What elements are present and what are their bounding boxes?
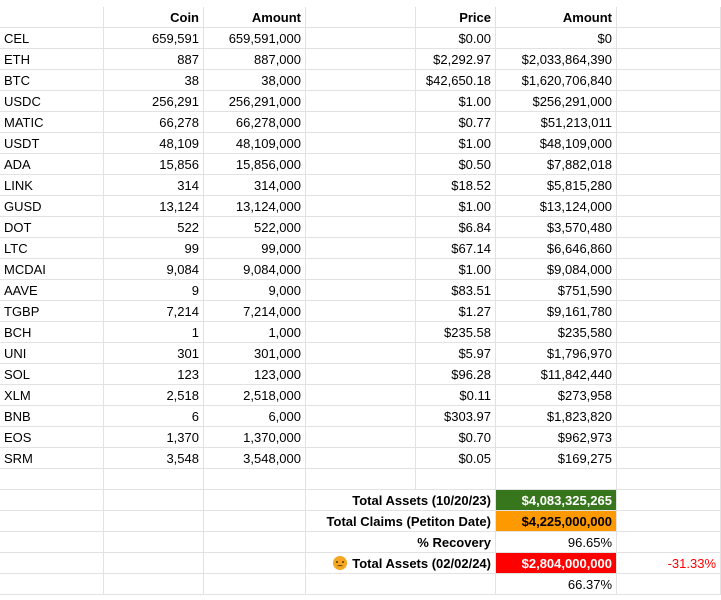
cell[interactable] xyxy=(306,343,416,364)
cell[interactable] xyxy=(104,511,204,532)
cell[interactable] xyxy=(617,196,721,217)
coin-price[interactable]: $96.28 xyxy=(416,364,496,385)
coin-price[interactable]: $6.84 xyxy=(416,217,496,238)
coin-count[interactable]: 13,124 xyxy=(104,196,204,217)
cell[interactable] xyxy=(204,490,306,511)
cell[interactable] xyxy=(306,112,416,133)
coin-symbol[interactable]: MATIC xyxy=(0,112,104,133)
cell[interactable] xyxy=(306,154,416,175)
coin-count[interactable]: 9,084 xyxy=(104,259,204,280)
coin-price[interactable]: $0.50 xyxy=(416,154,496,175)
cell[interactable] xyxy=(617,490,721,511)
cell[interactable] xyxy=(496,469,617,490)
cell[interactable] xyxy=(0,574,104,595)
coin-count[interactable]: 301 xyxy=(104,343,204,364)
table-row xyxy=(0,49,721,70)
coin-amount[interactable]: 9,084,000 xyxy=(204,259,306,280)
header-price[interactable]: Price xyxy=(416,7,496,28)
coin-amount[interactable]: 15,856,000 xyxy=(204,154,306,175)
cell[interactable] xyxy=(0,469,104,490)
blank-row xyxy=(0,469,721,490)
coin-price[interactable]: $67.14 xyxy=(416,238,496,259)
coin-count[interactable]: 123 xyxy=(104,364,204,385)
cell[interactable] xyxy=(617,49,721,70)
cell[interactable] xyxy=(306,259,416,280)
coin-symbol[interactable]: EOS xyxy=(0,427,104,448)
coin-symbol[interactable]: UNI xyxy=(0,343,104,364)
recovery-value[interactable]: 96.65% xyxy=(496,532,617,553)
coin-count[interactable]: 522 xyxy=(104,217,204,238)
coin-symbol[interactable]: ETH xyxy=(0,49,104,70)
cell[interactable] xyxy=(306,133,416,154)
coin-count[interactable]: 3,548 xyxy=(104,448,204,469)
cell[interactable] xyxy=(204,574,306,595)
cell[interactable] xyxy=(104,553,204,574)
coin-price[interactable]: $1.00 xyxy=(416,259,496,280)
table-row xyxy=(0,91,721,112)
cell[interactable] xyxy=(306,217,416,238)
summary-row-total-assets xyxy=(0,490,721,511)
cell[interactable] xyxy=(204,532,306,553)
coin-amount[interactable]: 659,591,000 xyxy=(204,28,306,49)
cell[interactable] xyxy=(0,511,104,532)
total-claims-value[interactable]: $4,225,000,000 xyxy=(496,511,617,532)
cell[interactable] xyxy=(306,406,416,427)
coin-amount[interactable]: 522,000 xyxy=(204,217,306,238)
coin-symbol[interactable]: LINK xyxy=(0,175,104,196)
coin-price[interactable]: $0.00 xyxy=(416,28,496,49)
cell[interactable] xyxy=(617,364,721,385)
coin-price[interactable]: $0.11 xyxy=(416,385,496,406)
header-value[interactable]: Amount xyxy=(496,7,617,28)
coin-symbol[interactable]: DOT xyxy=(0,217,104,238)
table-row xyxy=(0,238,721,259)
cell[interactable] xyxy=(104,574,204,595)
coin-price[interactable]: $42,650.18 xyxy=(416,70,496,91)
cell[interactable] xyxy=(617,112,721,133)
cell[interactable] xyxy=(306,238,416,259)
cell[interactable] xyxy=(617,154,721,175)
cell[interactable] xyxy=(204,469,306,490)
table-row xyxy=(0,406,721,427)
cell[interactable] xyxy=(416,469,496,490)
coin-price[interactable]: $0.70 xyxy=(416,427,496,448)
coin-count[interactable]: 9 xyxy=(104,280,204,301)
table-row xyxy=(0,217,721,238)
coin-value[interactable]: $2,033,864,390 xyxy=(496,49,617,70)
table-row xyxy=(0,427,721,448)
coin-symbol[interactable]: USDT xyxy=(0,133,104,154)
cell[interactable] xyxy=(306,364,416,385)
coin-count[interactable]: 314 xyxy=(104,175,204,196)
coin-price[interactable]: $235.58 xyxy=(416,322,496,343)
summary-row-new-recovery xyxy=(0,574,721,595)
table-row xyxy=(0,385,721,406)
coin-symbol[interactable]: ADA xyxy=(0,154,104,175)
cell[interactable] xyxy=(617,427,721,448)
coin-amount[interactable]: 1,370,000 xyxy=(204,427,306,448)
cell[interactable] xyxy=(617,28,721,49)
cell[interactable] xyxy=(204,511,306,532)
coin-amount[interactable]: 2,518,000 xyxy=(204,385,306,406)
cell[interactable] xyxy=(0,553,104,574)
cell[interactable] xyxy=(306,196,416,217)
coin-value[interactable]: $13,124,000 xyxy=(496,196,617,217)
coin-symbol[interactable]: GUSD xyxy=(0,196,104,217)
cell[interactable] xyxy=(306,301,416,322)
coin-count[interactable]: 256,291 xyxy=(104,91,204,112)
coin-amount[interactable]: 38,000 xyxy=(204,70,306,91)
cell[interactable] xyxy=(617,448,721,469)
coin-count[interactable]: 2,518 xyxy=(104,385,204,406)
coin-amount[interactable]: 13,124,000 xyxy=(204,196,306,217)
coin-value[interactable]: $962,973 xyxy=(496,427,617,448)
coin-value[interactable]: $273,958 xyxy=(496,385,617,406)
cell[interactable] xyxy=(306,448,416,469)
coin-amount[interactable]: 887,000 xyxy=(204,49,306,70)
coin-count[interactable]: 659,591 xyxy=(104,28,204,49)
cell[interactable] xyxy=(617,511,721,532)
coin-amount[interactable]: 3,548,000 xyxy=(204,448,306,469)
coin-amount[interactable]: 256,291,000 xyxy=(204,91,306,112)
cell[interactable] xyxy=(306,280,416,301)
coin-symbol[interactable]: SOL xyxy=(0,364,104,385)
coin-amount[interactable]: 1,000 xyxy=(204,322,306,343)
angry-face-emoji-icon xyxy=(333,556,347,570)
cell[interactable] xyxy=(617,301,721,322)
coin-value[interactable]: $751,590 xyxy=(496,280,617,301)
coin-count[interactable]: 1 xyxy=(104,322,204,343)
cell[interactable] xyxy=(104,490,204,511)
coin-price[interactable]: $2,292.97 xyxy=(416,49,496,70)
table-row xyxy=(0,133,721,154)
cell[interactable] xyxy=(306,322,416,343)
coin-amount[interactable]: 66,278,000 xyxy=(204,112,306,133)
coin-value[interactable]: $169,275 xyxy=(496,448,617,469)
cell[interactable] xyxy=(617,574,721,595)
cell[interactable] xyxy=(617,259,721,280)
cell[interactable] xyxy=(617,343,721,364)
coin-amount[interactable]: 314,000 xyxy=(204,175,306,196)
coin-value[interactable]: $3,570,480 xyxy=(496,217,617,238)
cell[interactable] xyxy=(617,469,721,490)
coin-amount[interactable]: 123,000 xyxy=(204,364,306,385)
cell[interactable] xyxy=(617,385,721,406)
coin-price[interactable]: $18.52 xyxy=(416,175,496,196)
coin-count[interactable]: 7,214 xyxy=(104,301,204,322)
cell[interactable] xyxy=(0,490,104,511)
coin-price[interactable]: $1.00 xyxy=(416,91,496,112)
table-row xyxy=(0,28,721,49)
coin-count[interactable]: 99 xyxy=(104,238,204,259)
coin-count[interactable]: 48,109 xyxy=(104,133,204,154)
coin-value[interactable]: $1,796,970 xyxy=(496,343,617,364)
cell[interactable] xyxy=(306,427,416,448)
cell[interactable] xyxy=(617,238,721,259)
coin-value[interactable]: $9,084,000 xyxy=(496,259,617,280)
table-row xyxy=(0,154,721,175)
coin-price[interactable]: $303.97 xyxy=(416,406,496,427)
cell[interactable] xyxy=(306,175,416,196)
coin-count[interactable]: 38 xyxy=(104,70,204,91)
coin-symbol[interactable]: XLM xyxy=(0,385,104,406)
coin-symbol[interactable]: BTC xyxy=(0,70,104,91)
coin-price[interactable]: $5.97 xyxy=(416,343,496,364)
coin-amount[interactable]: 7,214,000 xyxy=(204,301,306,322)
coin-value[interactable]: $256,291,000 xyxy=(496,91,617,112)
cell[interactable] xyxy=(104,532,204,553)
coin-symbol[interactable]: SRM xyxy=(0,448,104,469)
coin-price[interactable]: $1.00 xyxy=(416,133,496,154)
header-coin[interactable]: Coin xyxy=(104,7,204,28)
recovery-label[interactable]: % Recovery xyxy=(306,532,496,553)
coin-value[interactable]: $9,161,780 xyxy=(496,301,617,322)
coin-count[interactable]: 887 xyxy=(104,49,204,70)
table-row xyxy=(0,280,721,301)
coin-symbol[interactable]: LTC xyxy=(0,238,104,259)
coin-price[interactable]: $1.00 xyxy=(416,196,496,217)
cell[interactable] xyxy=(617,175,721,196)
coin-symbol[interactable]: AAVE xyxy=(0,280,104,301)
coin-amount[interactable]: 99,000 xyxy=(204,238,306,259)
cell[interactable] xyxy=(306,91,416,112)
coin-amount[interactable]: 48,109,000 xyxy=(204,133,306,154)
cell[interactable] xyxy=(306,49,416,70)
table-row xyxy=(0,448,721,469)
coin-value[interactable]: $48,109,000 xyxy=(496,133,617,154)
coin-price[interactable]: $0.05 xyxy=(416,448,496,469)
coin-value[interactable]: $1,823,820 xyxy=(496,406,617,427)
coin-symbol[interactable]: BNB xyxy=(0,406,104,427)
total-assets-new-value[interactable]: $2,804,000,000 xyxy=(496,553,617,574)
total-assets-new-label-cell[interactable] xyxy=(306,553,496,574)
coin-price[interactable]: $83.51 xyxy=(416,280,496,301)
cell[interactable] xyxy=(306,385,416,406)
cell[interactable] xyxy=(306,70,416,91)
summary-row-total-claims xyxy=(0,511,721,532)
coin-value[interactable]: $11,842,440 xyxy=(496,364,617,385)
table-row xyxy=(0,259,721,280)
cell[interactable] xyxy=(617,133,721,154)
coin-value[interactable]: $0 xyxy=(496,28,617,49)
coin-count[interactable]: 1,370 xyxy=(104,427,204,448)
header-cell-symbol[interactable] xyxy=(0,7,104,28)
coin-price[interactable]: $0.77 xyxy=(416,112,496,133)
new-recovery-value[interactable]: 66.37% xyxy=(496,574,617,595)
coin-amount[interactable]: 6,000 xyxy=(204,406,306,427)
table-row xyxy=(0,175,721,196)
cell[interactable] xyxy=(104,469,204,490)
cell[interactable] xyxy=(617,91,721,112)
cell[interactable] xyxy=(617,217,721,238)
table-row xyxy=(0,301,721,322)
table-row xyxy=(0,196,721,217)
cell[interactable] xyxy=(617,280,721,301)
coin-value[interactable]: $6,646,860 xyxy=(496,238,617,259)
coin-count[interactable]: 66,278 xyxy=(104,112,204,133)
total-assets-value[interactable]: $4,083,325,265 xyxy=(496,490,617,511)
coin-symbol[interactable]: TGBP xyxy=(0,301,104,322)
cell[interactable] xyxy=(306,574,496,595)
cell[interactable] xyxy=(617,322,721,343)
coin-value[interactable]: $5,815,280 xyxy=(496,175,617,196)
total-assets-label[interactable]: Total Assets (10/20/23) xyxy=(306,490,496,511)
cell[interactable] xyxy=(0,532,104,553)
cell[interactable] xyxy=(306,28,416,49)
table-row xyxy=(0,70,721,91)
coin-value[interactable]: $51,213,011 xyxy=(496,112,617,133)
header-amount[interactable]: Amount xyxy=(204,7,306,28)
coin-value[interactable]: $235,580 xyxy=(496,322,617,343)
header-empty-2[interactable] xyxy=(617,7,721,28)
total-claims-label[interactable]: Total Claims (Petiton Date) xyxy=(306,511,496,532)
table-row xyxy=(0,343,721,364)
cell[interactable] xyxy=(306,469,416,490)
table-row xyxy=(0,322,721,343)
cell[interactable] xyxy=(617,406,721,427)
coin-amount[interactable]: 301,000 xyxy=(204,343,306,364)
header-empty-1[interactable] xyxy=(306,7,416,28)
coin-price[interactable]: $1.27 xyxy=(416,301,496,322)
cell[interactable] xyxy=(204,553,306,574)
coin-count[interactable]: 6 xyxy=(104,406,204,427)
coin-symbol[interactable]: MCDAI xyxy=(0,259,104,280)
coin-value[interactable]: $7,882,018 xyxy=(496,154,617,175)
header-row xyxy=(0,7,721,28)
cell[interactable] xyxy=(617,532,721,553)
coin-amount[interactable]: 9,000 xyxy=(204,280,306,301)
coin-symbol[interactable]: BCH xyxy=(0,322,104,343)
change-percent[interactable]: -31.33% xyxy=(617,553,721,574)
total-assets-new-label: Total Assets (02/02/24) xyxy=(352,556,491,571)
coin-symbol[interactable]: USDC xyxy=(0,91,104,112)
coin-value[interactable]: $1,620,706,840 xyxy=(496,70,617,91)
cell[interactable] xyxy=(617,70,721,91)
table-row xyxy=(0,364,721,385)
summary-row-recovery xyxy=(0,532,721,553)
coin-symbol[interactable]: CEL xyxy=(0,28,104,49)
coin-count[interactable]: 15,856 xyxy=(104,154,204,175)
summary-row-total-assets-new xyxy=(0,553,721,574)
table-row xyxy=(0,112,721,133)
